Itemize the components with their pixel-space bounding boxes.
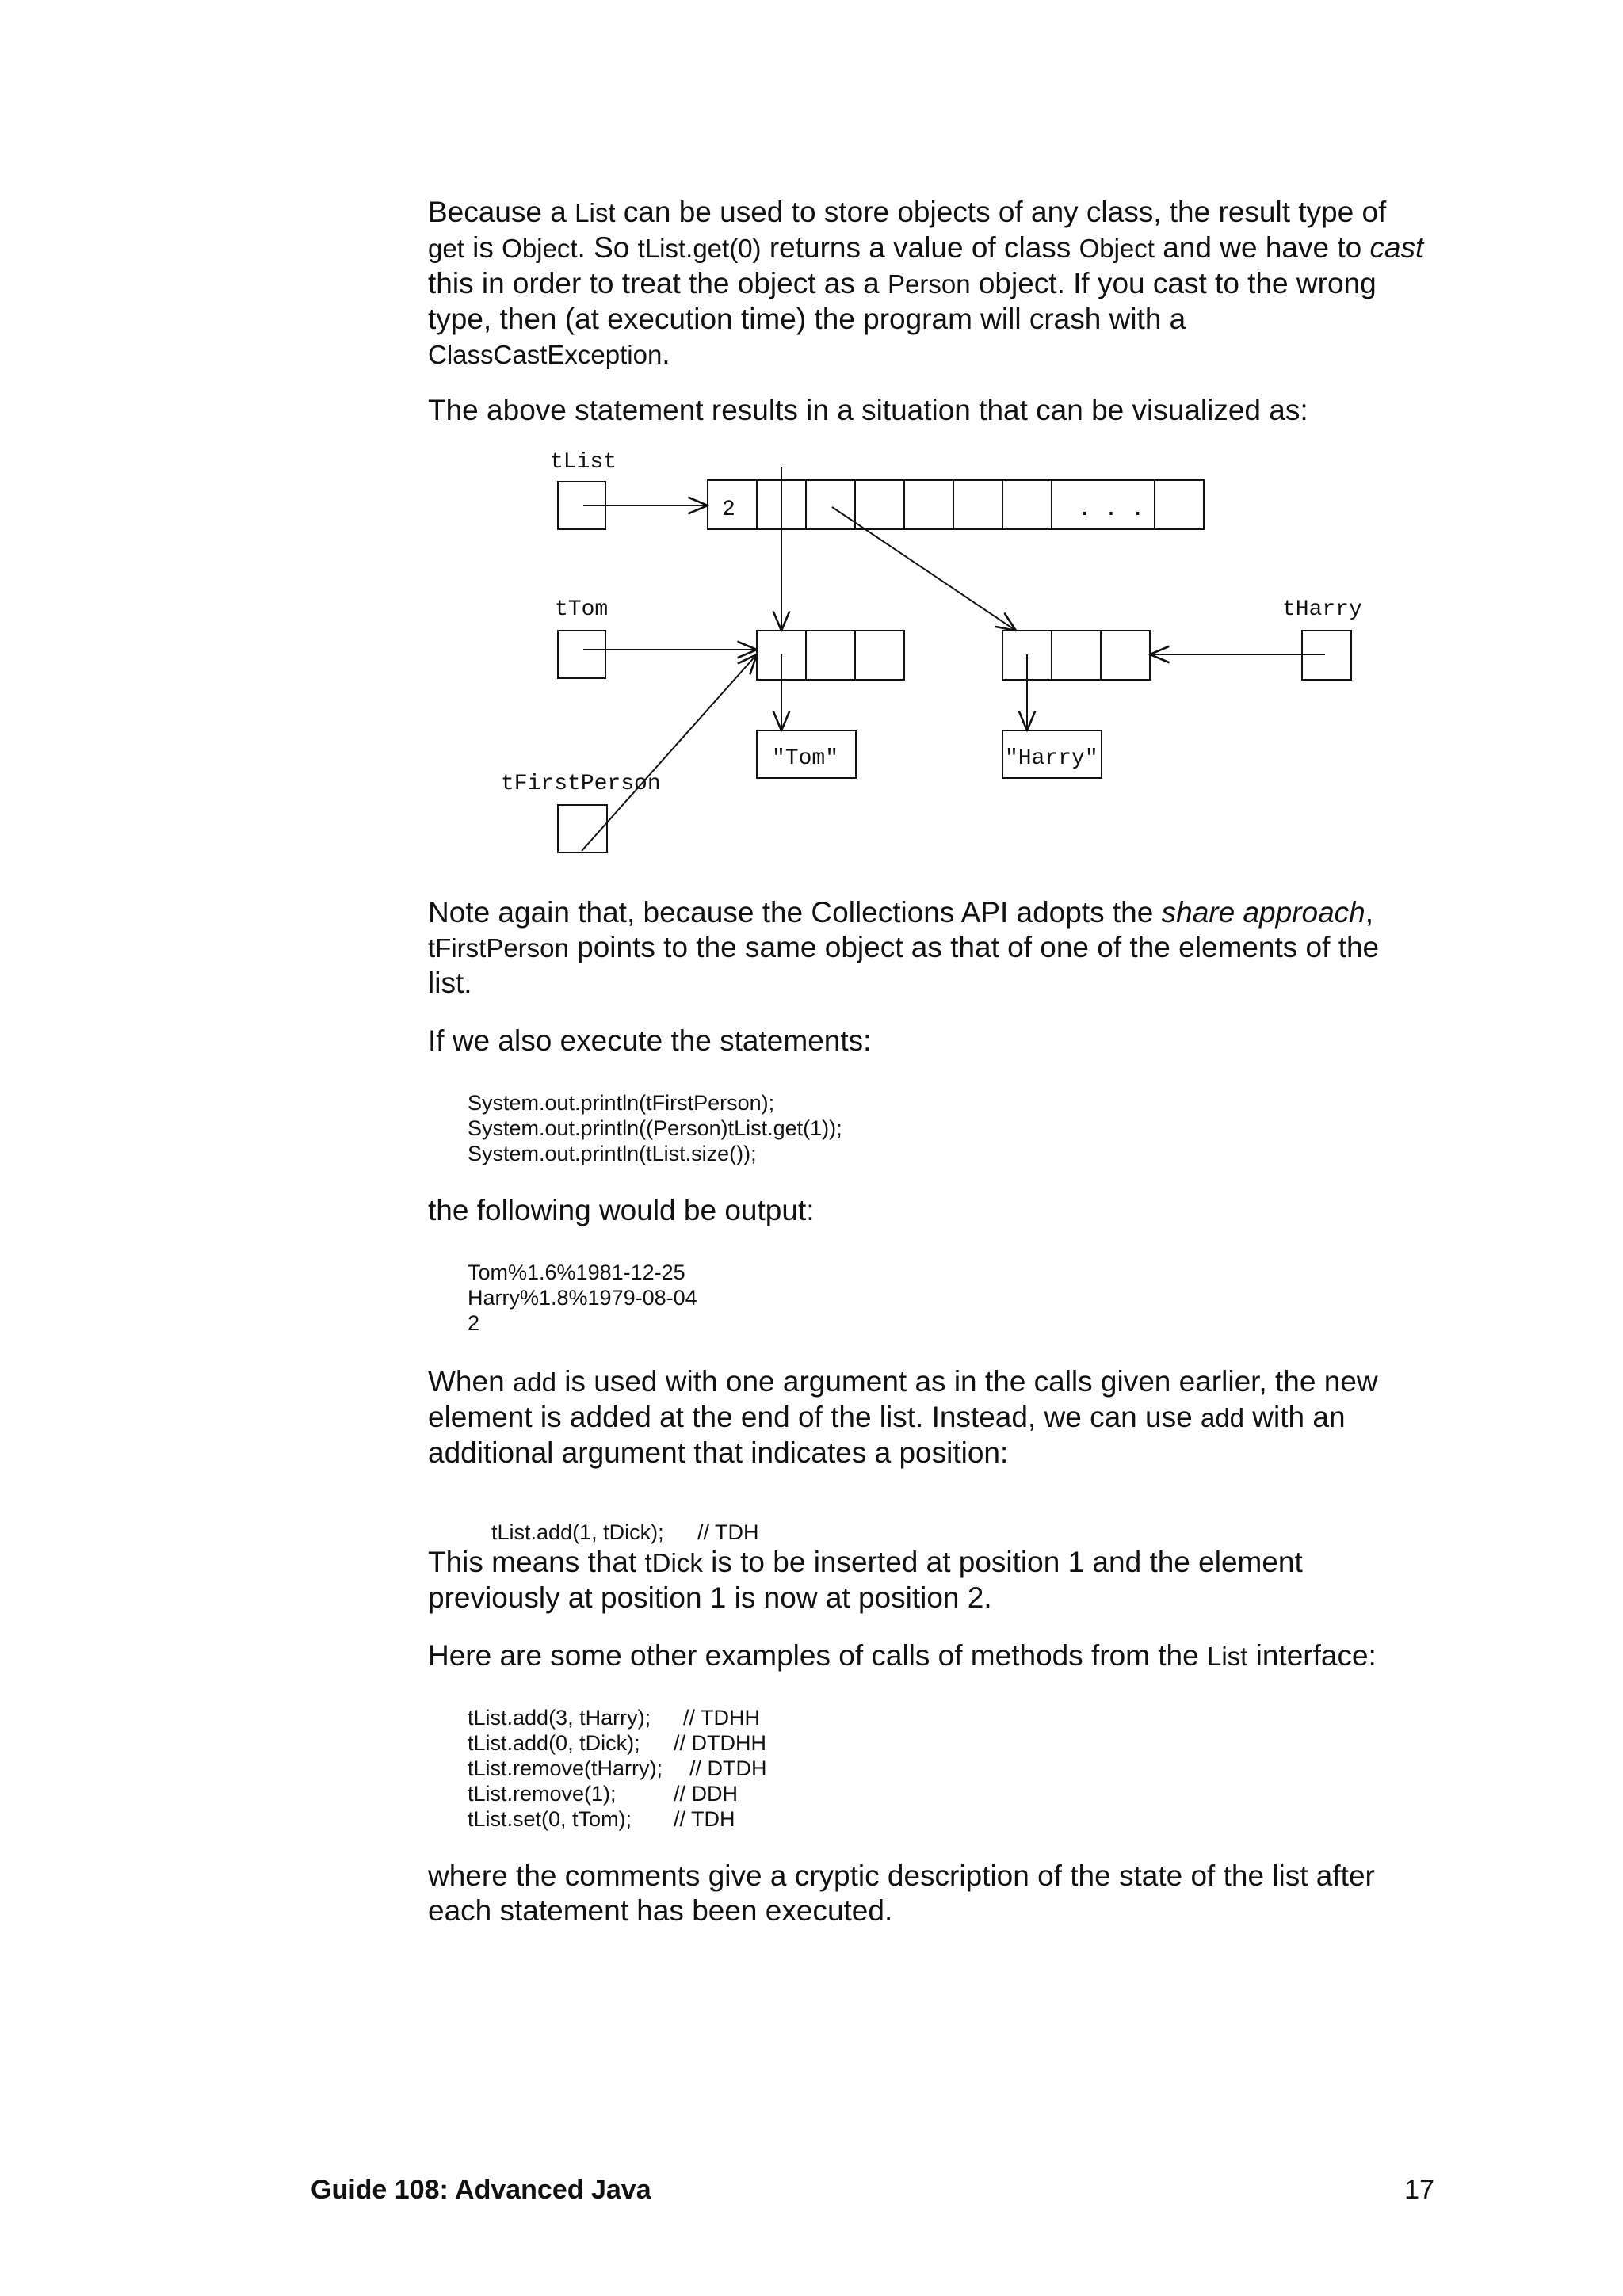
code-row: tList.remove(1); // DDH <box>468 1782 738 1806</box>
code-row: tList.remove(tHarry); // DTDH <box>468 1756 767 1780</box>
emphasis: cast <box>1369 231 1424 264</box>
code-row: tList.add(3, tHarry); // TDHH <box>468 1706 761 1730</box>
tfirstperson-arrow <box>582 654 757 851</box>
output-line: 2 <box>468 1311 480 1335</box>
inline-code: Object <box>1079 234 1155 263</box>
inline-code: tDick <box>644 1548 703 1577</box>
code-comment: // TDH <box>697 1520 759 1544</box>
ttom-ref-box <box>558 631 605 678</box>
inline-code: tList.get(0) <box>637 234 762 263</box>
paragraph-other-examples: Here are some other examples of calls of methods from the List interface: <box>428 1639 1377 1672</box>
inline-code: ClassCastException <box>428 340 663 369</box>
footer-title: Guide 108: Advanced Java <box>311 2175 651 2205</box>
tom-object <box>757 631 904 680</box>
emphasis: share approach <box>1161 896 1365 929</box>
paragraph-output: the following would be output: <box>428 1194 815 1226</box>
code-row: tList.set(0, tTom); // TDH <box>468 1807 735 1831</box>
ttom-label: tTom <box>555 597 609 622</box>
tlist-label: tList <box>550 450 617 475</box>
inline-code: List <box>575 198 616 227</box>
paragraph-list-get-cast: Because a List can be used to store objects of any class, the result type of get is Object. So tList.get(0) returns a value of class Object and we have to cast this in order to treat the object as a Person object. If you cast to the wrong type, then (at execution time) the program will crash with a ClassCastException. <box>428 196 1424 370</box>
tom-string: "Tom" <box>772 746 839 771</box>
harry-object <box>1002 631 1150 680</box>
inline-code: add <box>512 1367 556 1397</box>
output-block <box>468 1260 697 1336</box>
inline-code: List <box>1207 1642 1248 1671</box>
tfirstperson-ref-box <box>558 805 607 852</box>
paragraph-tdick-position: This means that tDick is to be inserted at position 1 and the element previously at position 1 is now at position 2. <box>428 1546 1303 1614</box>
page-number: 17 <box>1404 2175 1434 2205</box>
list-diagram <box>0 0 1623 871</box>
paragraph-add-position: When add is used with one argument as in the calls given earlier, the new element is added at the end of the list. Instead, we can use add with an additional argument that indicates a position: <box>428 1365 1378 1469</box>
element1-arrow <box>832 507 1016 631</box>
code-block-println <box>468 1090 842 1166</box>
list-size-value: 2 <box>722 498 735 522</box>
code-statement: tList.add(1, tDick); <box>491 1520 664 1544</box>
paragraph-cryptic-description: where the comments give a cryptic description of the state of the list after each statement has been executed. <box>428 1859 1375 1927</box>
code-line: System.out.println((Person)tList.get(1)); <box>468 1116 842 1140</box>
tharry-label: tHarry <box>1282 597 1362 622</box>
list-ellipsis: . . . <box>1078 498 1145 522</box>
paragraph-visualized: The above statement results in a situation that can be visualized as: <box>428 394 1308 426</box>
inline-code: Object <box>502 234 578 263</box>
code-block-examples <box>468 1705 767 1832</box>
output-line: Tom%1.6%1981-12-25 <box>468 1261 685 1284</box>
code-line: System.out.println(tList.size()); <box>468 1142 757 1165</box>
code-row: tList.add(0, tDick); // DTDHH <box>468 1731 766 1755</box>
tfirstperson-label: tFirstPerson <box>501 772 661 796</box>
harry-string: "Harry" <box>1005 746 1098 771</box>
code-line: System.out.println(tFirstPerson); <box>468 1091 775 1115</box>
output-line: Harry%1.8%1979-08-04 <box>468 1286 697 1310</box>
inline-code: Person <box>888 269 971 299</box>
inline-code: tFirstPerson <box>428 933 569 963</box>
inline-code: get <box>428 234 464 263</box>
paragraph-execute: If we also execute the statements: <box>428 1024 872 1057</box>
inline-code: add <box>1200 1403 1245 1432</box>
paragraph-share-approach: Note again that, because the Collections API adopts the share approach, tFirstPerson points to the same object as that of one of the elements of the list. <box>428 896 1380 999</box>
